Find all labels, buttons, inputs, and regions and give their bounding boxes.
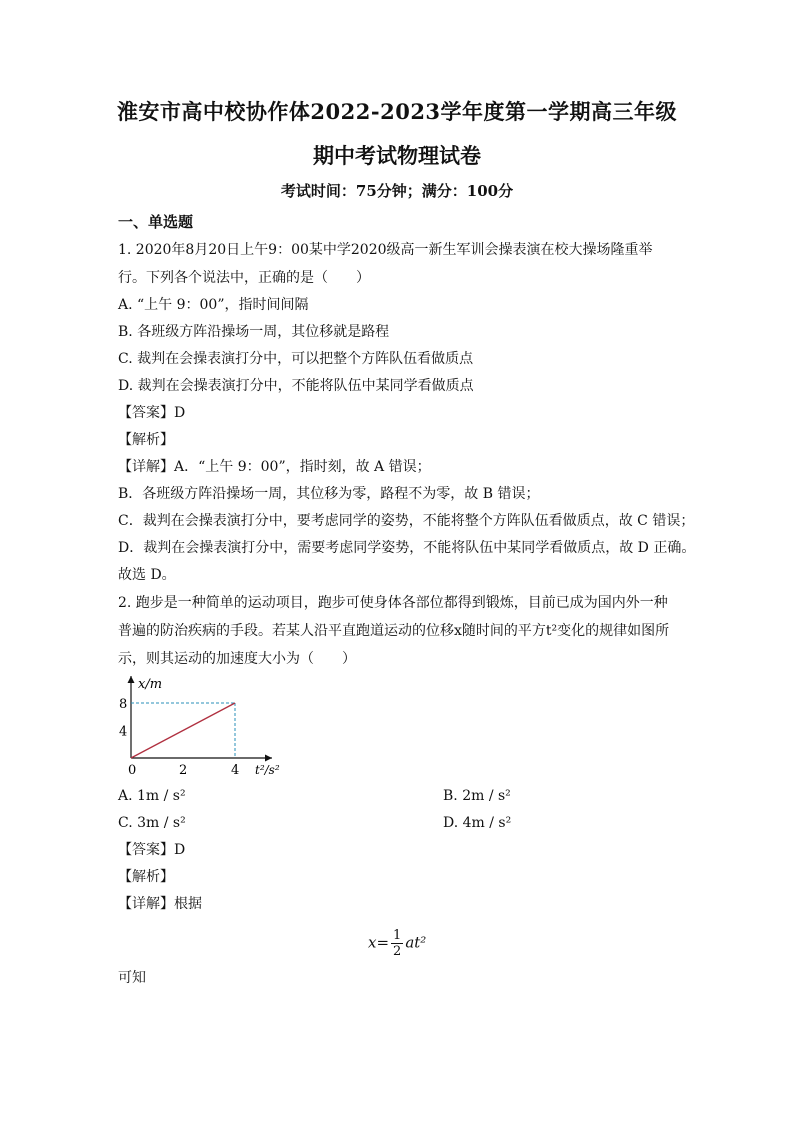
exam-title-line2: 期中考试物理试卷 (313, 143, 481, 168)
x-tick-label: 0 (128, 763, 137, 778)
y-tick-label: 4 (119, 724, 128, 740)
formula-denominator: 2 (393, 944, 402, 959)
q2-answer: 【答案】D (118, 842, 186, 858)
q2-after: 可知 (118, 970, 146, 986)
q1-detail-3: C．裁判在会操表演打分中，要考虑同学的姿势，不能将整个方阵队伍看做质点，故 C 错误； (118, 513, 695, 529)
q2-option-b: B. 2m / s² (443, 788, 511, 804)
formula-numerator: 1 (393, 928, 402, 943)
q1-detail-2: B．各班级方阵沿操场一周，其位移为零，路程不为零，故 B 错误； (118, 486, 540, 502)
q2-option-d: D. 4m / s² (443, 815, 512, 831)
q2-stem-line3: 示，则其运动的加速度大小为（ ） (118, 651, 356, 667)
q2-option-a: A. 1m / s² (118, 788, 186, 804)
q2-stem-line1: 2. 跑步是一种简单的运动项目，跑步可使身体各部位都得到锻炼，目前已成为国内外一种 (118, 595, 668, 611)
q2-option-c: C. 3m / s² (118, 815, 186, 831)
x-vs-t2-graph (112, 672, 292, 782)
section-heading: 一、单选题 (118, 213, 194, 231)
q1-detail-1: 【详解】A．“上午 9：00”，指时刻，故 A 错误； (118, 459, 431, 475)
data-line (131, 703, 235, 758)
q1-conclusion: 故选 D。 (118, 567, 176, 583)
q1-option-d: D. 裁判在会操表演打分中，不能将队伍中某同学看做质点 (118, 378, 474, 394)
q1-option-a: A. “上午 9：00”，指时间间隔 (118, 297, 309, 313)
q2-detail-1: 【详解】根据 (118, 896, 202, 912)
formula-rhs: at² (405, 933, 427, 952)
kinematics-formula (368, 928, 426, 959)
y-axis-label: x/m (138, 677, 163, 692)
exam-title-line1: 淮安市高中校协作体2022-2023学年度第一学期高三年级 (116, 99, 678, 124)
x-axis-label: t²/s² (255, 763, 280, 777)
y-tick-label: 8 (119, 697, 128, 712)
q2-analysis-label: 【解析】 (118, 869, 174, 885)
q1-analysis-label: 【解析】 (118, 432, 174, 448)
q2-stem-line2: 普遍的防治疾病的手段。若某人沿平直跑道运动的位移x随时间的平方t²变化的规律如图所 (118, 623, 670, 639)
q1-option-b: B. 各班级方阵沿操场一周，其位移就是路程 (118, 324, 390, 340)
q1-option-c: C. 裁判在会操表演打分中，可以把整个方阵队伍看做质点 (118, 351, 474, 367)
x-tick-label: 2 (179, 763, 188, 778)
q1-stem-line1: 1. 2020年8月20日上午9：00某中学2020级高一新生军训会操表演在校大操场隆重举 (118, 242, 653, 258)
exam-info: 考试时间：75分钟；满分：100分 (280, 182, 514, 200)
formula-fraction (391, 928, 403, 959)
q1-detail-4: D．裁判在会操表演打分中，需要考虑同学姿势，不能将队伍中某同学看做质点，故 D 正确。 (118, 540, 696, 556)
q1-answer: 【答案】D (118, 405, 186, 421)
q1-stem-line2: 行。下列各个说法中，正确的是（ ） (118, 270, 370, 286)
x-tick-label: 4 (231, 763, 240, 778)
formula-lhs: x= (368, 933, 390, 952)
